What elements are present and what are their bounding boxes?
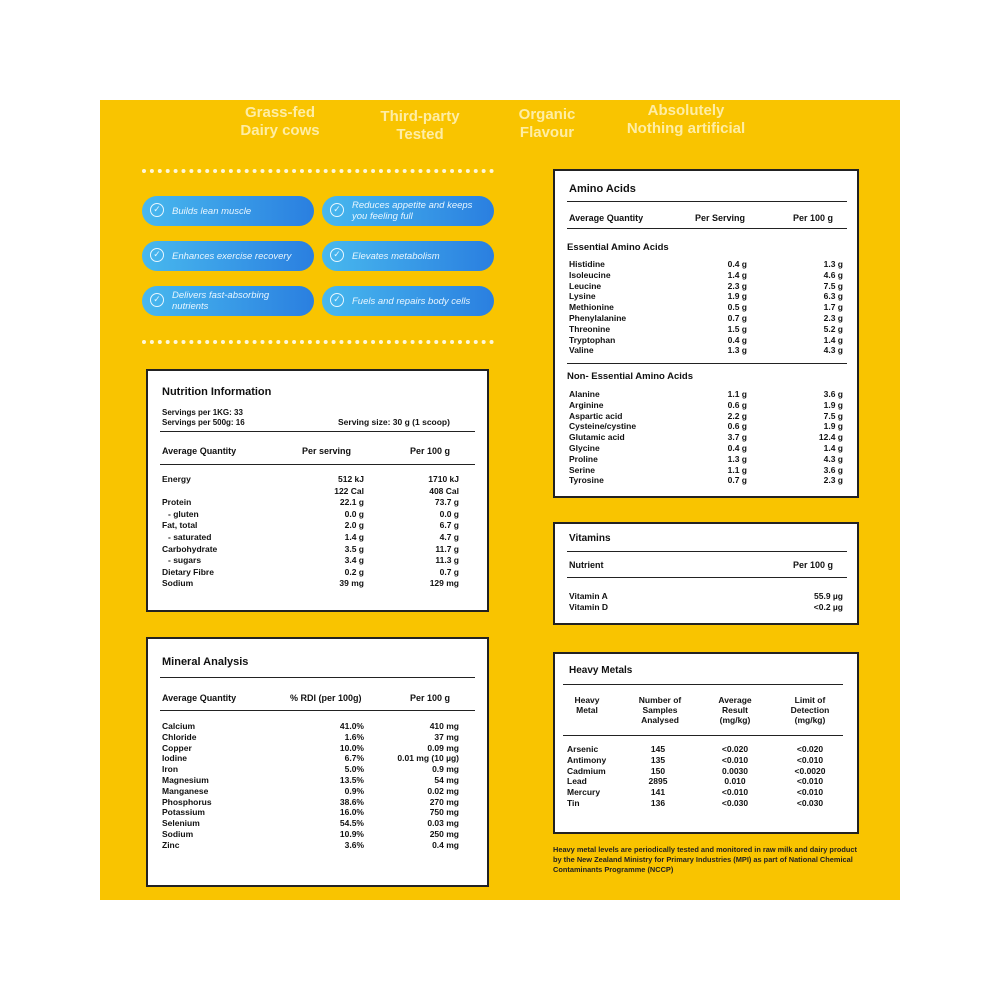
benefit-pill [142,196,314,226]
column-header: Per 100 g [410,693,451,703]
heavy-metals-table [553,652,859,834]
table-cell: Zinc [162,839,180,850]
table-cell: 2.3 g [823,475,843,486]
table-cell: Fat, total [162,520,198,531]
table-cell: 512 kJ [338,474,364,484]
nutrition-information-table [146,369,489,612]
column-header: Per Serving [695,213,746,223]
table-cell: Phenylalanine [569,313,627,323]
table-cell: <0.020 [796,744,824,754]
table-row [555,776,857,787]
table-cell: 0.9% [344,785,364,796]
table-cell: 410 mg [429,721,459,731]
table-cell: 37 mg [434,731,459,742]
claim-organic: Organic Flavour [518,106,576,141]
table-row [555,389,857,400]
table-cell: Valine [569,345,594,356]
table-row [148,474,487,485]
table-cell: 54.5% [339,818,364,829]
table-cell: Lead [567,776,587,787]
table-cell: 6.7 g [439,520,459,531]
table-cell: 135 [650,754,666,765]
table-row [555,432,857,443]
serving-size: Serving size: 30 g (1 scoop) [338,417,450,427]
table-cell: - gluten [168,508,199,519]
table-row [555,602,857,613]
column-header: % RDI (per 100g) [290,693,362,703]
table-cell: 1.3 g [727,453,747,464]
table-title: Mineral Analysis [162,656,249,668]
table-cell: 3.6 g [823,464,843,475]
essential-amino-title: Essential Amino Acids [567,242,669,253]
table-cell: <0.2 µg [813,601,843,612]
benefit-pill [142,241,314,271]
table-cell: 0.03 mg [427,818,459,829]
table-cell: 136 [650,798,666,808]
table-cell: <0.020 [721,744,749,754]
table-cell: 4.7 g [439,532,459,542]
table-cell: 13.5% [339,775,364,785]
table-row [555,324,857,335]
table-cell: 0.4 g [727,259,747,269]
benefit-label: Elevates metabolism [352,250,440,262]
benefit-label: Builds lean muscle [172,205,252,217]
benefit-label: Fuels and repairs body cells [352,295,471,307]
table-row [555,798,857,809]
table-cell: <0.010 [721,787,749,798]
table-row [148,578,487,589]
table-row [555,281,857,292]
table-row [148,486,487,497]
table-cell: Cadmium [567,765,606,776]
table-cell: 12.4 g [818,432,843,443]
table-cell: 1.1 g [727,389,747,399]
check-circle-icon: ✓ [150,293,164,307]
table-row [148,829,487,840]
table-cell: 250 mg [429,829,459,839]
column-header: Per 100 g [793,560,834,570]
table-cell: <0.010 [721,754,749,765]
claim-third-party: Third-party Tested [380,108,460,143]
table-cell: Sodium [162,829,194,839]
table-cell: Energy [162,474,191,484]
amino-acids-table [553,169,859,498]
column-header: Average Result (mg/kg) [718,695,752,725]
table-cell: 0.0030 [722,765,748,776]
table-cell: 38.6% [339,796,364,807]
table-cell: 1.6% [344,731,364,742]
table-row [148,797,487,808]
table-title: Vitamins [569,533,611,544]
table-cell: Tryptophan [569,334,616,345]
table-cell: Glycine [569,443,600,453]
rule [160,464,475,465]
table-cell: 145 [650,744,666,754]
table-cell: Glutamic acid [569,432,625,443]
table-cell: 750 mg [429,807,459,818]
nutrition-panel [100,100,900,900]
table-row [555,411,857,422]
rule [563,735,843,736]
table-cell: 270 mg [429,796,459,807]
table-cell: Protein [162,497,192,508]
table-row [148,497,487,508]
divider-bottom [142,340,494,344]
table-cell: Leucine [569,280,602,291]
table-row [555,744,857,755]
table-cell: 4.3 g [823,453,843,464]
claim-grass-fed: Grass-fed Dairy cows [240,104,320,139]
table-cell: <0.030 [721,798,749,808]
check-circle-icon: ✓ [330,248,344,262]
table-cell: Cysteine/cystine [569,421,637,432]
table-cell: 54 mg [434,775,459,785]
table-row [148,567,487,578]
table-cell: 5.0% [344,764,364,775]
table-cell: 0.2 g [344,566,364,577]
table-cell: 11.7 g [435,543,459,554]
table-cell: 1.9 g [823,421,843,432]
table-cell: 0.4 mg [432,839,459,850]
table-cell: Histidine [569,259,605,269]
heavy-metal-footnote: Heavy metal levels are periodically tested and monitored in raw milk and dairy product by the New Zealand Ministry for Primary Industries (MPI) as part of National Chemical Contaminants Programme (NCCP) [553,845,857,874]
table-cell: 5.2 g [823,323,843,334]
column-header: Average Quantity [162,446,237,456]
table-row [148,775,487,786]
table-row [555,591,857,602]
table-row [555,454,857,465]
table-cell: 1.4 g [727,269,747,280]
check-circle-icon: ✓ [330,203,344,217]
table-cell: <0.010 [796,754,824,765]
table-cell: <0.010 [796,787,824,798]
table-cell: Vitamin A [569,591,608,601]
table-cell: 1.4 g [344,532,364,542]
table-row [555,475,857,486]
table-cell: 0.0 g [439,508,459,519]
table-cell: 6.7% [344,753,364,764]
column-header: Nutrient [569,560,604,570]
benefit-pill [322,286,494,316]
table-row [555,335,857,346]
table-cell: 7.5 g [823,410,843,421]
table-cell: 16.0% [339,807,364,818]
table-cell: 1.3 g [823,259,843,269]
table-cell: Calcium [162,721,196,731]
table-cell: 408 Cal [429,485,459,496]
table-row [555,259,857,270]
table-row [555,302,857,313]
table-title: Heavy Metals [569,665,633,676]
table-cell: Tin [567,798,580,808]
table-cell: Dietary Fibre [162,566,214,577]
vitamins-table [553,522,859,625]
table-title: Amino Acids [569,183,636,195]
table-cell: 129 mg [429,578,459,589]
table-cell: 3.5 g [344,543,364,554]
table-cell: Serine [569,464,595,475]
table-cell: 0.7 g [727,313,747,323]
table-cell: 0.9 mg [432,764,459,775]
table-row [555,345,857,356]
table-row [555,465,857,476]
table-row [555,421,857,432]
table-row [148,786,487,797]
column-header: Per serving [302,446,352,456]
table-cell: 1.9 g [727,291,747,302]
table-row [148,721,487,732]
table-cell: 0.6 g [727,421,747,432]
table-row [555,400,857,411]
table-cell: 2.3 g [823,313,843,323]
table-row [148,807,487,818]
table-cell: 1.3 g [727,345,747,356]
table-cell: 39 mg [339,578,364,589]
column-header: Per 100 g [793,213,834,223]
table-cell: 0.7 g [439,566,459,577]
table-row [555,766,857,777]
claim-nothing-artificial: Absolutely Nothing artificial [626,102,746,137]
benefit-pill [322,241,494,271]
table-cell: 73.7 g [434,497,459,508]
table-cell: <0.010 [796,776,824,787]
table-cell: Magnesium [162,775,209,785]
rule [160,677,475,678]
table-cell: 3.7 g [727,432,747,443]
table-cell: - sugars [168,555,202,566]
table-cell: Phosphorus [162,796,212,807]
table-cell: 41.0% [339,721,364,731]
table-row [555,313,857,324]
table-row [148,840,487,851]
table-cell: 1.4 g [823,443,843,453]
table-row [148,509,487,520]
table-row [148,544,487,555]
table-cell: <0.030 [796,798,824,808]
table-cell: 3.6 g [823,389,843,399]
table-cell: - saturated [168,532,212,542]
column-header: Heavy Metal [574,695,600,715]
table-cell: 1.5 g [727,323,747,334]
table-row [148,732,487,743]
table-row [555,270,857,281]
table-cell: Vitamin D [569,601,609,612]
check-circle-icon: ✓ [330,293,344,307]
table-row [148,743,487,754]
table-cell: 2895 [648,776,668,787]
table-row [555,755,857,766]
table-cell: 1.1 g [727,464,747,475]
table-cell: 7.5 g [823,280,843,291]
table-cell: 11.3 g [435,555,459,566]
table-cell: 122 Cal [334,485,364,496]
rule [567,551,847,552]
table-cell: Chloride [162,731,197,742]
table-cell: Alanine [569,389,600,399]
table-cell: 1.4 g [823,334,843,345]
table-cell: 1.7 g [823,302,843,313]
table-row [148,764,487,775]
table-cell: 150 [650,765,666,776]
table-cell: <0.0020 [794,765,826,776]
table-cell: 1.9 g [823,399,843,410]
table-cell: 3.6% [344,839,364,850]
table-row [148,555,487,566]
benefit-pill [142,286,314,316]
table-cell: Arginine [569,399,604,410]
column-header: Number of Samples Analysed [638,695,682,725]
check-circle-icon: ✓ [150,203,164,217]
table-cell: 0.02 mg [427,785,459,796]
table-cell: 2.2 g [727,410,747,421]
table-row [555,291,857,302]
table-cell: Threonine [569,323,611,334]
column-header: Limit of Detection (mg/kg) [790,695,830,725]
table-cell: 4.6 g [823,269,843,280]
table-cell: 1710 kJ [428,474,459,484]
table-cell: 2.3 g [727,280,747,291]
table-cell: 6.3 g [823,291,843,302]
benefit-label: Delivers fast-absorbing nutrients [172,290,270,312]
column-header: Per 100 g [410,446,451,456]
table-cell: 141 [650,787,666,798]
benefit-label: Enhances exercise recovery [172,250,292,262]
table-cell: 10.0% [339,742,364,753]
table-cell: 0.0 g [344,508,364,519]
table-cell: Sodium [162,578,194,589]
table-cell: Antimony [567,754,607,765]
table-cell: 0.7 g [727,475,747,486]
table-cell: Manganese [162,785,209,796]
table-cell: 0.01 mg (10 µg) [397,753,459,764]
rule [160,710,475,711]
table-cell: 0.5 g [727,302,747,313]
table-cell: 3.4 g [344,555,364,566]
table-title: Nutrition Information [162,386,272,398]
table-cell: 55.9 µg [814,591,843,601]
table-cell: 0.4 g [727,334,747,345]
table-cell: 0.010 [724,776,746,787]
table-cell: Aspartic acid [569,410,623,421]
servings-per-500g: Servings per 500g: 16 [162,418,245,427]
rule [567,201,847,202]
nonessential-amino-title: Non- Essential Amino Acids [567,371,693,382]
table-row [148,818,487,829]
table-cell: Carbohydrate [162,543,218,554]
table-cell: Mercury [567,787,601,798]
table-cell: 2.0 g [344,520,364,531]
table-cell: Potassium [162,807,205,818]
table-cell: Copper [162,742,192,753]
table-cell: Isoleucine [569,269,611,280]
table-cell: Selenium [162,818,200,829]
table-cell: Lysine [569,291,596,302]
table-cell: 4.3 g [823,345,843,356]
table-row [148,520,487,531]
table-cell: Methionine [569,302,614,313]
rule [567,228,847,229]
table-cell: Proline [569,453,598,464]
benefit-label: Reduces appetite and keeps you feeling full [352,200,473,222]
table-row [148,532,487,543]
table-cell: 10.9% [339,829,364,839]
benefit-pill [322,196,494,226]
rule [567,363,847,364]
table-row [148,753,487,764]
column-header: Average Quantity [569,213,644,223]
table-cell: Iodine [162,753,188,764]
table-cell: 0.6 g [727,399,747,410]
table-cell: 0.4 g [727,443,747,453]
rule [567,577,847,578]
divider-top [142,169,494,173]
table-cell: 0.09 mg [427,742,459,753]
table-cell: Iron [162,764,179,775]
table-cell: Arsenic [567,744,599,754]
table-row [555,443,857,454]
table-cell: Tyrosine [569,475,604,486]
table-row [555,787,857,798]
mineral-analysis-table [146,637,489,887]
column-header: Average Quantity [162,693,237,703]
rule [563,684,843,685]
check-circle-icon: ✓ [150,248,164,262]
servings-per-1kg: Servings per 1KG: 33 [162,408,243,417]
rule [160,431,475,432]
table-cell: 22.1 g [339,497,364,508]
